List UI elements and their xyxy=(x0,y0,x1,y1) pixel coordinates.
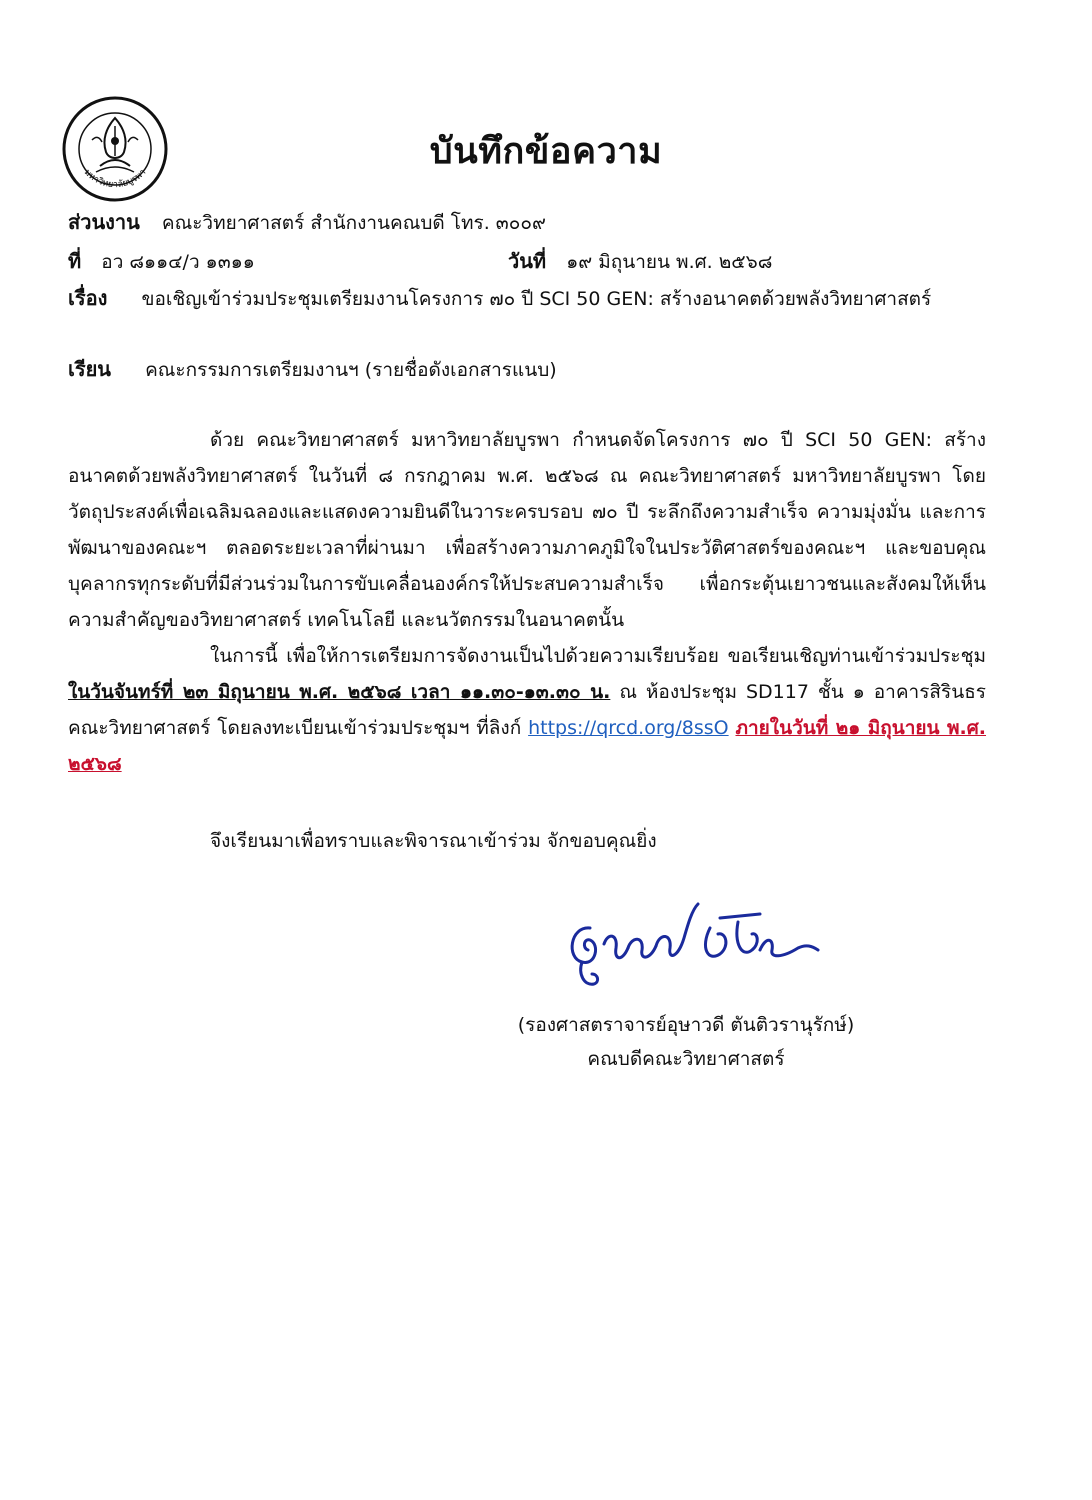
body-paragraph-1 xyxy=(68,422,986,638)
signatory-name: (รองศาสตราจารย์อุษาวดี ตันติวรานุรักษ์) xyxy=(517,1014,855,1036)
reference-value: อว ๘๑๑๔/ว ๑๓๑๑ xyxy=(101,251,255,273)
subject-line xyxy=(68,282,931,314)
recipient-line xyxy=(68,353,557,385)
reference-line xyxy=(68,245,255,277)
date-line xyxy=(508,245,772,277)
date-value: ๑๙ มิถุนายน พ.ศ. ๒๕๖๘ xyxy=(566,251,773,273)
department-value: คณะวิทยาศาสตร์ สำนักงานคณบดี โทร. ๓๐๐๙ xyxy=(161,212,546,234)
memo-body xyxy=(68,422,986,782)
recipient-label: เรียน xyxy=(68,357,111,381)
body-paragraph-1-text: ด้วย คณะวิทยาศาสตร์ มหาวิทยาลัยบูรพา กำหนดจัดโครงการ ๗๐ ปี SCI 50 GEN: สร้างอนาคตด้วยพลังวิทยาศาสตร์ ในวันที่ ๘ กรกฎาคม พ.ศ. ๒๕๖๘ ณ คณะวิทยาศาสตร์ มหาวิทยาลัยบูรพา โดยวัตถุประสงค์เพื่อเฉลิมฉลองและแสดงความยินดีในวาระครบรอบ ๗๐ ปี ระลึกถึงความสำเร็จ ความมุ่งมั่น และการพัฒนาของคณะฯ ตลอดระยะเวลาที่ผ่านมา เพื่อสร้างความภาคภูมิใจในประวัติศาสตร์ของคณะฯ และขอบคุณบุคลากรทุกระดับที่มีส่วนร่วมในการขับเคลื่อนองค์กรให้ประสบความสำเร็จ เพื่อกระตุ้นเยาวชนและสังคมให้เห็นความสำคัญของวิทยาศาสตร์ เทคโนโลยี และนวัตกรรมในอนาคตนั้น xyxy=(68,429,986,631)
registration-deadline: ภายในวันที่ ๒๑ มิถุนายน พ.ศ. ๒๕๖๘ xyxy=(68,717,987,775)
date-label: วันที่ xyxy=(508,249,547,273)
closing-line: จึงเรียนมาเพื่อทราบและพิจารณาเข้าร่วม จักขอบคุณยิ่ง xyxy=(210,830,657,852)
body-paragraph-2-text-a: ในการนี้ เพื่อให้การเตรียมการจัดงานเป็นไปด้วยความเรียบร้อย ขอเรียนเชิญท่านเข้าร่วมประชุม xyxy=(210,645,986,667)
recipient-value: คณะกรรมการเตรียมงานฯ (รายชื่อดังเอกสารแนบ) xyxy=(145,359,557,381)
department-label: ส่วนงาน xyxy=(68,210,140,234)
subject-value: ขอเชิญเข้าร่วมประชุมเตรียมงานโครงการ ๗๐ ปี SCI 50 GEN: สร้างอนาคตด้วยพลังวิทยาศาสตร์ xyxy=(141,288,932,310)
meeting-datetime: ในวันจันทร์ที่ ๒๓ มิถุนายน พ.ศ. ๒๕๖๘ เวลา ๑๑.๓๐-๑๓.๓๐ น. xyxy=(68,681,611,703)
signatory-position: คณบดีคณะวิทยาศาสตร์ xyxy=(587,1048,785,1070)
registration-link[interactable]: https://qrcd.org/8ssO xyxy=(528,717,729,739)
body-paragraph-2-text-b: ณ ห้องประชุม SD117 ชั้น ๑ อาคารสิรินธร คณะวิทยาศาสตร์ โดยลงทะเบียนเข้าร่วมประชุมฯ ที่ลิงก์ xyxy=(68,681,986,739)
document-title: บันทึกข้อความ xyxy=(429,131,663,172)
subject-label: เรื่อง xyxy=(68,286,108,310)
department-line xyxy=(68,206,546,238)
svg-text:มหาวิทยาลัยบูรพา: มหาวิทยาลัยบูรพา xyxy=(81,167,149,191)
reference-label: ที่ xyxy=(68,249,82,273)
body-paragraph-2 xyxy=(68,638,986,782)
handwritten-signature xyxy=(560,888,830,998)
